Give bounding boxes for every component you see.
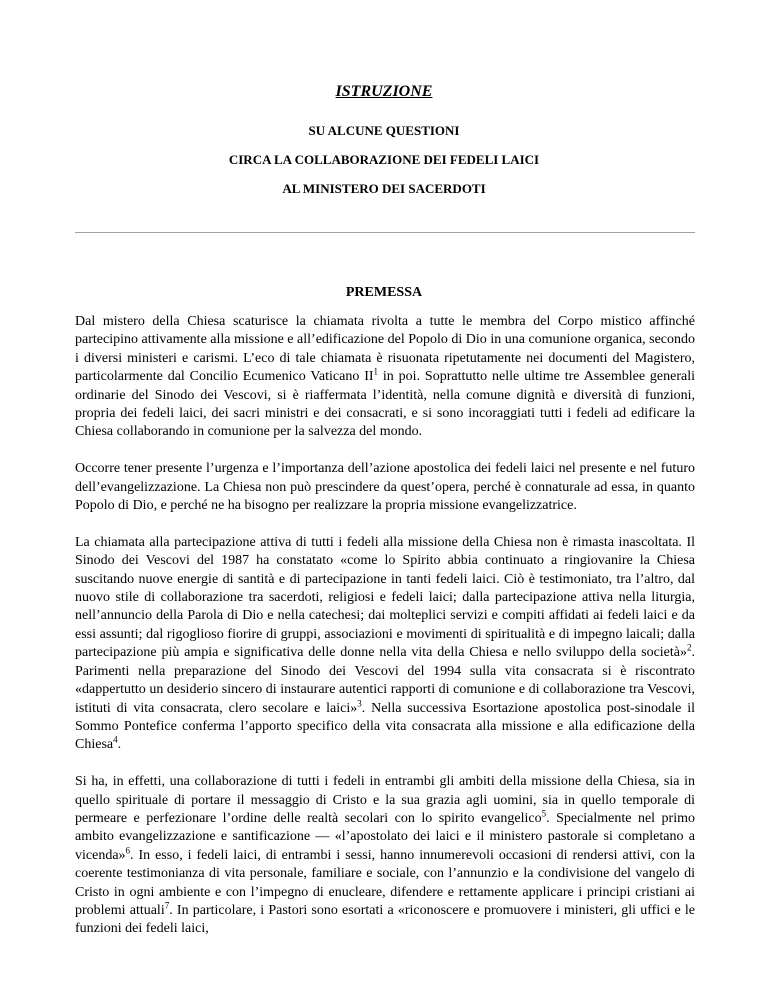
- paragraph-text: Si ha, in effetti, una collaborazione di tutti i fedeli in entrambi gli ambiti della missione della Chiesa, sia in quello spirituale di portare il messaggio di Cristo e la sua grazia agli uomini, sia in quello temporale di permeare e perfezionare l’ordine delle realtà secolari con lo spirito evangelico: [75, 774, 695, 826]
- paragraph-text: . In particolare, i Pastori sono esortati a «riconoscere e promuovere i ministeri, gli uffici e le funzioni dei fedeli laici,: [75, 902, 696, 937]
- footnote-reference: 2: [687, 642, 692, 653]
- paragraph: [75, 460, 695, 515]
- paragraph-text: La chiamata alla partecipazione attiva di tutti i fedeli alla missione della Chiesa non è rimasta inascoltata. Il Sinodo dei Vescovi del 1987 ha constatato «come lo Spirito abbia continuato a ringiovanire la Chiesa suscitando nuove energie di santità e di partecipazione in tanti fedeli laici. Ciò è testimoniato, tra l’altro, dal nuovo stile di collaborazione tra sacerdoti, religiosi e fedeli laici; dalla partecipazione attiva nella liturgia, nell’annuncio della Parola di Dio e nella catechesi; dai molteplici servizi e compiti affidati ai fedeli laici e da essi assunti; dal rigoglioso fiorire di gruppi, associazioni e movimenti di spiritualità e di impegno laicali; dalla partecipazione più ampia e significativa delle donne nella vita della Chiesa e nello sviluppo della società»: [75, 534, 695, 661]
- footnote-reference: 5: [541, 808, 547, 819]
- paragraph-text: .: [117, 737, 122, 753]
- paragraph: [75, 773, 695, 939]
- paragraph: [75, 534, 695, 755]
- paragraph-text: Dal mistero della Chiesa scaturisce la chiamata rivolta a tutte le membra del Corpo mistico affinché partecipino attivamente alla missione e all’edificazione del Popolo di Dio in una comunione organica, secondo i diversi ministeri e carismi. L’eco di tale chiamata è risuonata ripetutamente nei documenti del Magistero, particolarmente dal Concilio Ecumenico Vaticano II: [75, 314, 695, 385]
- paragraph-text: . In esso, i fedeli laici, di entrambi i sessi, hanno innumerevoli occasioni di rendersi attivi, con la coerente testimonianza di vita personale, familiare e sociale, con l’annunzio e la condivisione del vangelo di Cristo in ogni ambiente e con l’impegno di enucleare, difendere e rettamente applicare i principi cristiani ai problemi attuali: [75, 847, 695, 918]
- paragraph-text: . Specialmente nel primo ambito evangelizzazione e santificazione — «l’apostolato dei laici e il ministero pastorale si completano a vicenda»: [75, 810, 695, 863]
- footnote-reference: 6: [125, 845, 131, 856]
- body-text: [75, 313, 695, 957]
- section-heading: PREMESSA: [345, 285, 423, 300]
- subtitle-line-2: CIRCA LA COLLABORAZIONE DEI FEDELI LAICI: [228, 152, 540, 167]
- footnote-reference: 1: [373, 366, 379, 377]
- paragraph-text: . Nella successiva Esortazione apostolica post-sinodale il Sommo Pontefice conferma l’apporto specifico della vita consacrata alla missione e alla edificazione della Chiesa: [75, 700, 695, 753]
- paragraph-text: . Parimenti nella preparazione del Sinodo dei Vescovi del 1994 sulla vita consacrata si è riscontrato «dappertutto un desiderio sincero di instaurare autentici rapporti di comunione e di collaborazione tra Vescovi, istituti di vita consacrata, clero secolare e laici»: [75, 645, 695, 716]
- subtitle-line-1: SU ALCUNE QUESTIONI: [308, 123, 460, 138]
- paragraph: [75, 313, 695, 442]
- footnote-reference: 7: [164, 900, 170, 911]
- footnote-reference: 4: [113, 734, 118, 745]
- horizontal-divider: [75, 232, 695, 233]
- subtitle-line-3: AL MINISTERO DEI SACERDOTI: [282, 181, 486, 196]
- document-title: ISTRUZIONE: [335, 83, 433, 100]
- footnote-reference: 3: [357, 697, 362, 708]
- paragraph-text: in poi. Soprattutto nelle ultime tre Assemblee generali ordinarie del Sinodo dei Vescovi, si è riaffermata l’identità, nella comune dignità e diversità di funzioni, propria dei fedeli laici, dei sacri ministri e dei consacrati, e si sono incoraggiati tutti i fedeli ad edificare la Chiesa collaborando in comunione per la salvezza del mondo.: [75, 369, 695, 440]
- paragraph-text: Occorre tener presente l’urgenza e l’importanza dell’azione apostolica dei fedeli laici nel presente e nel futuro dell’evangelizzazione. La Chiesa non può prescindere da quest’opera, perché è connaturale ad essa, in quanto Popolo di Dio, e perché ne ha bisogno per realizzare la propria missione evangelizzatrice.: [75, 461, 695, 514]
